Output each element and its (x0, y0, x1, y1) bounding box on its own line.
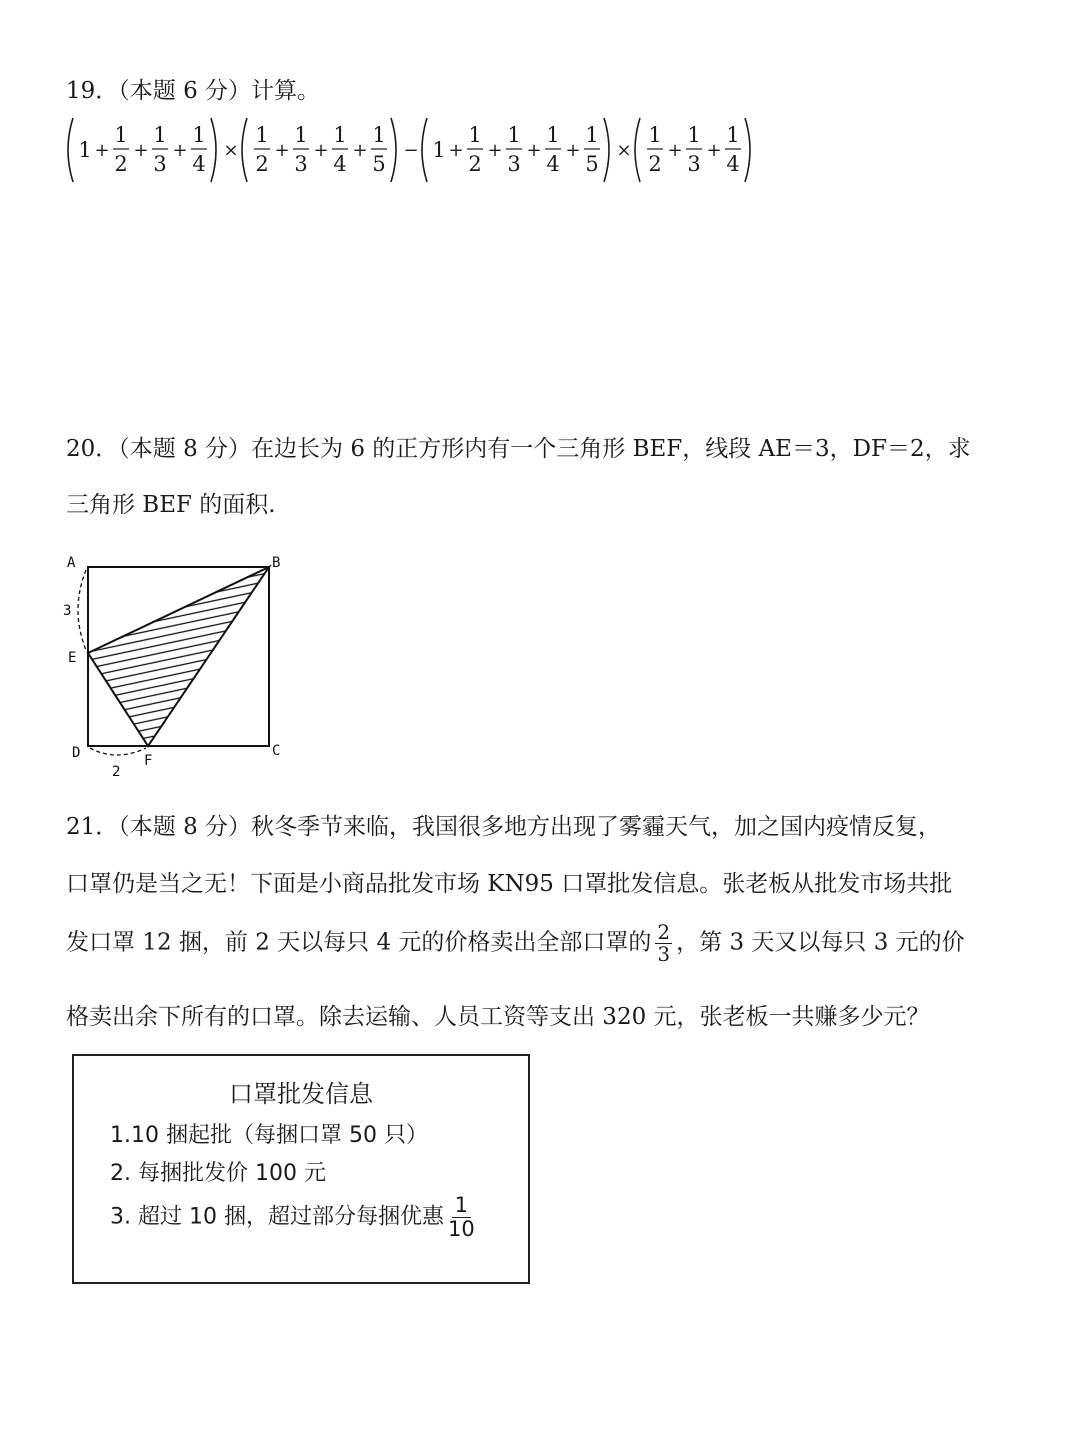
q21-line3-after: ，第 3 天又以每只 3 元的价 (676, 929, 965, 956)
fraction-numerator: 1 (153, 123, 167, 147)
fraction-numerator: 1 (687, 123, 701, 147)
q20-line2: 三角形 BEF 的面积. (66, 492, 276, 518)
ae-dimension-arc (78, 570, 86, 650)
label-d: D (72, 745, 81, 761)
plus-sign: + (313, 140, 329, 161)
fraction-numerator: 1 (546, 123, 560, 147)
df-dimension-arc (90, 748, 146, 755)
fraction-denominator: 2 (648, 152, 662, 176)
close-paren (604, 118, 609, 182)
q21-line4: 格卖出余下所有的口罩。除去运输、人员工资等支出 320 元，张老板一共赚多少元？ (66, 1004, 930, 1030)
fraction-numerator: 1 (468, 123, 482, 147)
q19-expression (62, 110, 782, 190)
info-box-title: 口罩批发信息 (229, 1080, 373, 1108)
close-paren (391, 118, 396, 182)
fraction-denominator: 4 (192, 152, 206, 176)
fraction-denominator: 5 (585, 152, 599, 176)
label-df-length: 2 (112, 764, 121, 780)
info-item-3-text: 3. 超过 10 捆，超过部分每捆优惠 (110, 1204, 444, 1230)
triangle-bef (88, 567, 269, 746)
label-b: B (272, 555, 281, 571)
fraction-numerator: 1 (372, 123, 386, 147)
plus-sign: + (94, 140, 110, 161)
plus-sign: + (172, 140, 188, 161)
mask-wholesale-info-box (72, 1054, 530, 1284)
plus-sign: + (448, 140, 464, 161)
fraction-denominator: 3 (687, 152, 701, 176)
fraction-numerator: 1 (114, 123, 128, 147)
plus-sign: + (526, 140, 542, 161)
fraction-numerator: 1 (726, 123, 740, 147)
q19-heading: 19．（本题 6 分）计算。 (66, 78, 321, 104)
fraction-denominator: 4 (333, 152, 347, 176)
plus-sign: + (565, 140, 581, 161)
fraction-one-tenth (448, 1194, 475, 1241)
fraction-numerator: 1 (255, 123, 269, 147)
close-paren (745, 118, 750, 182)
q21-line1: 21．（本题 8 分）秋冬季节来临，我国很多地方出现了雾霾天气，加之国内疫情反复， (66, 814, 942, 840)
integer-term: 1 (432, 138, 446, 162)
open-paren (68, 118, 73, 182)
fraction-denominator: 4 (726, 152, 740, 176)
fraction-denominator: 5 (372, 152, 386, 176)
plus-sign: + (487, 140, 503, 161)
fraction-denominator: 10 (447, 1217, 475, 1242)
times-sign: × (223, 140, 239, 161)
fraction-denominator: 2 (114, 152, 128, 176)
close-paren (211, 118, 216, 182)
q21-line2: 口罩仍是当之无！下面是小商品批发市场 KN95 口罩批发信息。张老板从批发市场共批 (66, 871, 953, 897)
minus-sign: − (403, 140, 419, 161)
label-e: E (68, 650, 77, 666)
fraction-denominator: 3 (507, 152, 521, 176)
fraction-two-thirds (655, 922, 672, 965)
label-ae-length: 3 (63, 603, 72, 619)
fraction-denominator: 3 (657, 942, 671, 966)
fraction-numerator: 1 (585, 123, 599, 147)
plus-sign: + (667, 140, 683, 161)
fraction-denominator: 3 (153, 152, 167, 176)
label-f: F (144, 753, 153, 769)
integer-term: 1 (78, 138, 92, 162)
open-paren (242, 118, 247, 182)
fraction-denominator: 2 (255, 152, 269, 176)
open-paren (635, 118, 640, 182)
fraction-numerator: 1 (507, 123, 521, 147)
q20-line1: 20．（本题 8 分）在边长为 6 的正方形内有一个三角形 BEF，线段 AE＝3，DF＝2，求 (66, 436, 971, 462)
plus-sign: + (133, 140, 149, 161)
fraction-numerator: 1 (648, 123, 662, 147)
times-sign: × (616, 140, 632, 161)
fraction-numerator: 1 (192, 123, 206, 147)
fraction-numerator: 1 (294, 123, 308, 147)
info-item-3 (110, 1194, 475, 1241)
square-triangle-figure (58, 548, 298, 788)
label-a: A (67, 555, 76, 571)
q21-line3 (66, 922, 965, 965)
info-item-2: 2. 每捆批发价 100 元 (110, 1161, 326, 1186)
open-paren (422, 118, 427, 182)
fraction-numerator: 2 (657, 920, 671, 944)
fraction-numerator: 1 (452, 1194, 471, 1218)
plus-sign: + (274, 140, 290, 161)
q21-line3-before: 发口罩 12 捆，前 2 天以每只 4 元的价格卖出全部口罩的 (66, 929, 652, 956)
fraction-numerator: 1 (333, 123, 347, 147)
info-item-1: 1.10 捆起批（每捆口罩 50 只） (110, 1123, 428, 1148)
fraction-denominator: 3 (294, 152, 308, 176)
fraction-denominator: 2 (468, 152, 482, 176)
plus-sign: + (706, 140, 722, 161)
plus-sign: + (352, 140, 368, 161)
label-c: C (272, 743, 281, 759)
fraction-denominator: 4 (546, 152, 560, 176)
